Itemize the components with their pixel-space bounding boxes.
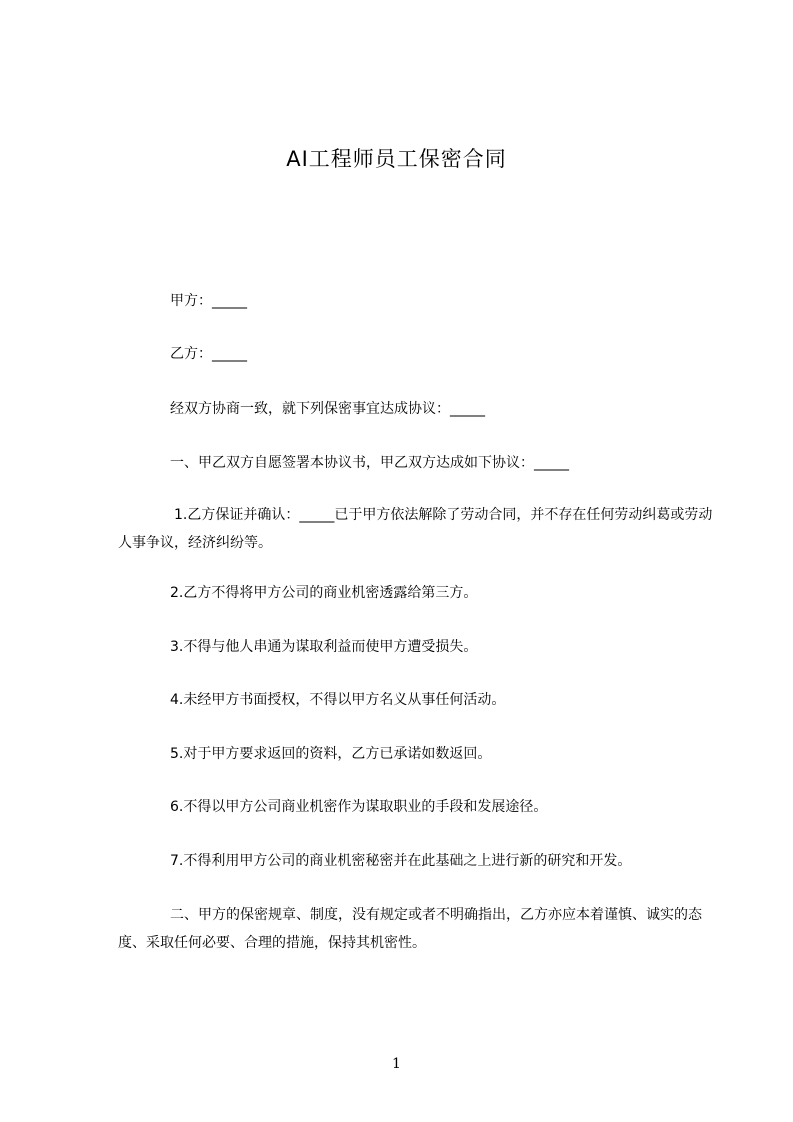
clause-7: 7.不得利用甲方公司的商业机密秘密并在此基础之上进行新的研究和开发。: [170, 853, 632, 869]
clause-4: 4.未经甲方书面授权，不得以甲方名义从事任何活动。: [170, 692, 506, 708]
clause-3: 3.不得与他人串通为谋取利益而使甲方遭受损失。: [170, 639, 478, 655]
document-title: AI工程师员工保密合同: [286, 147, 507, 171]
clause-6: 6.不得以甲方公司商业机密作为谋取职业的手段和发展途径。: [170, 799, 548, 815]
section-1-heading: 一、甲乙双方自愿签署本协议书，甲乙双方达成如下协议：_____: [170, 455, 569, 471]
clause-5: 5.对于甲方要求返回的资料，乙方已承诺如数返回。: [170, 746, 492, 762]
page-number: 1: [392, 1056, 401, 1072]
party-b-line: 乙方：_____: [170, 346, 247, 362]
clause-2: 2.乙方不得将甲方公司的商业机密透露给第三方。: [170, 585, 478, 601]
clause-1: 1.乙方保证并确认：_____已于甲方依法解除了劳动合同，并不存在任何劳动纠葛或劳动人事争议，经济纠纷等。: [118, 507, 713, 551]
party-a-line: 甲方：_____: [170, 293, 247, 309]
agreement-intro: 经双方协商一致，就下列保密事宜达成协议：_____: [170, 401, 485, 417]
section-2: 二、甲方的保密规章、制度，没有规定或者不明确指出，乙方亦应本着谨慎、诚实的态度、采取任何必要、合理的措施，保持其机密性。: [118, 907, 702, 951]
